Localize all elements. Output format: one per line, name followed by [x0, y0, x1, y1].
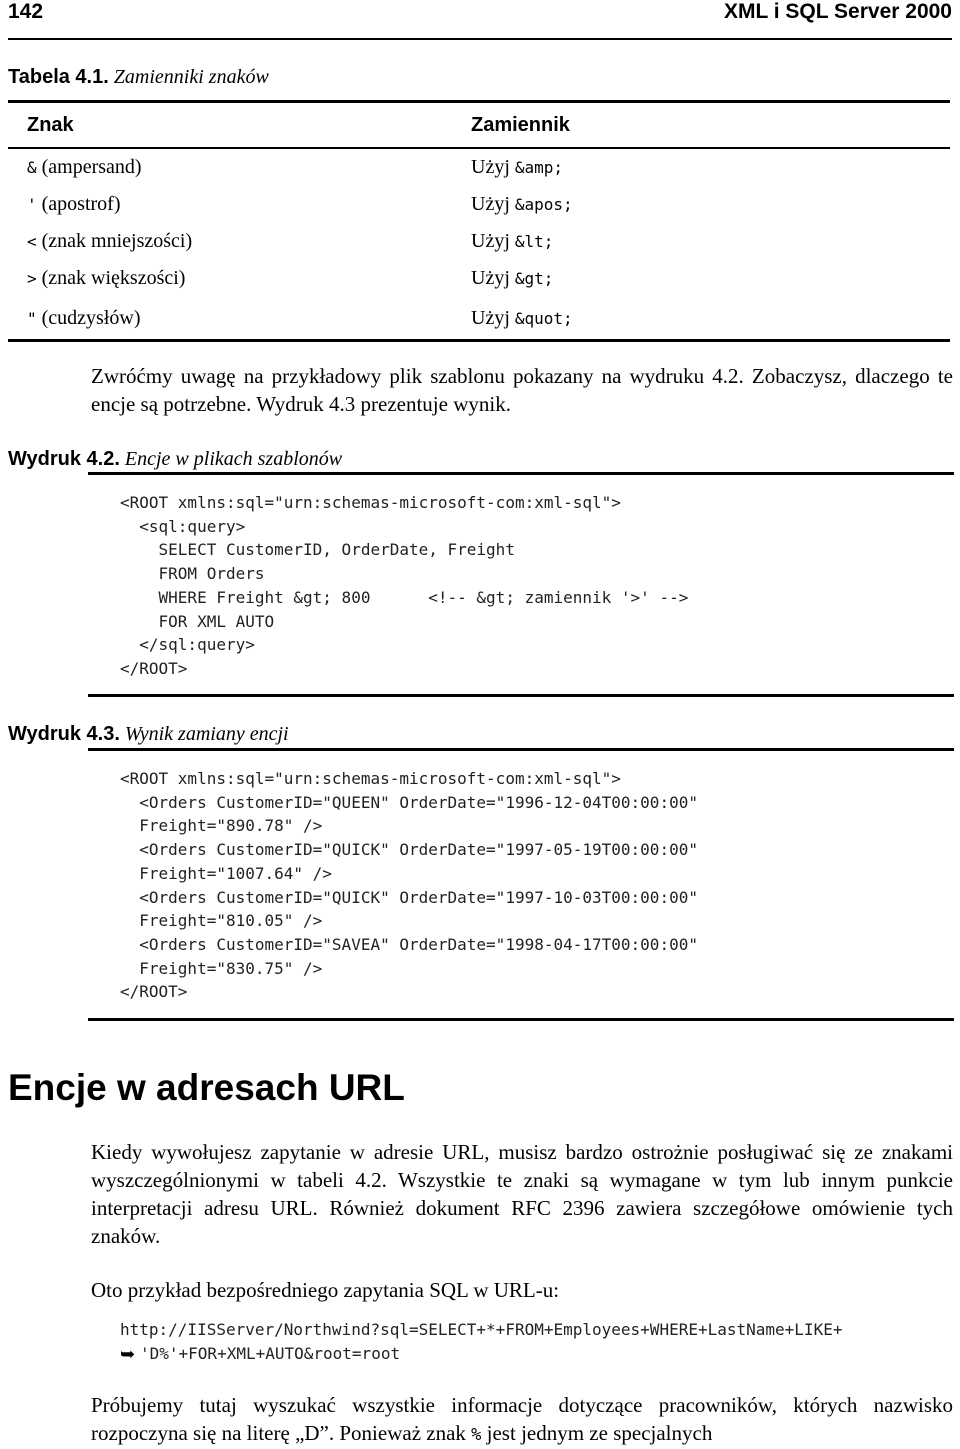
char-cell	[8, 186, 471, 223]
replacement-cell	[471, 148, 950, 186]
char-symbol: >	[27, 269, 37, 288]
url-line-2: 'D%'+FOR+XML+AUTO&root=root	[140, 1344, 401, 1363]
section-heading: Encje w adresach URL	[8, 1067, 405, 1108]
page-number: 142	[8, 0, 44, 23]
listing-4-3-code: <ROOT xmlns:sql="urn:schemas-microsoft-com:xml-sql"> <Orders CustomerID="QUEEN" OrderDate="1996-12-04T00:00:00" Freight="890.78" /> <Orders CustomerID="QUICK" OrderDate="1997-05-19T00:00:00" Freight="1007.64" /> <Orders CustomerID="QUICK" OrderDate="1997-10-03T00:00:00" Freight="810.05" /> <Orders CustomerID="SAVEA" OrderDate="1998-04-17T00:00:00" Freight="830.75" /> </ROOT>	[120, 769, 698, 1002]
running-title: XML i SQL Server 2000	[723, 0, 952, 23]
char-symbol: '	[27, 195, 37, 214]
char-symbol: <	[27, 232, 37, 251]
listing-top-rule	[88, 748, 954, 751]
char-cell	[8, 297, 471, 341]
table-caption	[8, 66, 269, 89]
paragraph-search-explanation	[91, 1391, 953, 1449]
replacement-cell	[471, 260, 950, 297]
table-row	[8, 148, 950, 186]
table-row	[8, 223, 950, 260]
listing-top-rule	[88, 472, 954, 475]
char-cell	[8, 260, 471, 297]
char-name: (cudzysłów)	[41, 306, 141, 329]
column-header-char: Znak	[8, 102, 471, 149]
listing-label: Wydruk 4.3.	[8, 723, 120, 745]
table-header-row	[8, 102, 950, 149]
text-before-code: Próbujemy tutaj wyszukać wszystkie informacje dotyczące pracowników, których nazwisko rozpoczyna się na literę „D”. Ponieważ znak	[91, 1393, 953, 1445]
table-row	[8, 297, 950, 341]
url-line-1: http://IISServer/Northwind?sql=SELECT+*+FROM+Employees+WHERE+LastName+LIKE+	[120, 1320, 843, 1339]
char-symbol: "	[27, 308, 37, 328]
text-after-code: jest jednym ze specjalnych	[481, 1421, 713, 1445]
entity-code: &apos;	[514, 195, 573, 214]
paragraph-intro: Zwróćmy uwagę na przykładowy plik szablonu pokazany na wydruku 4.2. Zobaczysz, dlaczego te encje są potrzebne. Wydruk 4.3 prezentuje wynik.	[91, 364, 953, 416]
char-name: (apostrof)	[41, 193, 121, 215]
entity-code: &lt;	[514, 232, 554, 251]
listing-title: Wynik zamiany encji	[124, 723, 289, 745]
char-symbol: &	[27, 158, 37, 177]
entity-code: &amp;	[514, 158, 564, 177]
char-name: (znak większości)	[41, 267, 186, 289]
listing-bottom-rule	[88, 694, 954, 697]
table-label: Tabela 4.1.	[8, 66, 109, 88]
listing-4-3-caption	[8, 723, 289, 746]
table-row	[8, 186, 950, 223]
paragraph-url-example-intro: Oto przykład bezpośredniego zapytania SQL w URL-u:	[91, 1278, 560, 1302]
replacement-cell	[471, 186, 950, 223]
column-header-replacement: Zamiennik	[471, 102, 950, 149]
use-word: Użyj	[471, 267, 510, 289]
use-word: Użyj	[471, 230, 510, 252]
replacement-cell	[471, 297, 950, 341]
use-word: Użyj	[471, 193, 510, 215]
url-example-code	[120, 1318, 842, 1366]
char-cell	[8, 223, 471, 260]
use-word: Użyj	[471, 156, 510, 178]
entity-code: &gt;	[514, 269, 554, 288]
table-row	[8, 260, 950, 297]
arrow-continuation-icon: ➥	[120, 1344, 136, 1364]
inline-code-percent: %	[471, 1425, 482, 1445]
use-word: Użyj	[471, 306, 510, 329]
page-header	[8, 0, 952, 40]
listing-label: Wydruk 4.2.	[8, 448, 120, 470]
listing-4-2-caption	[8, 448, 342, 471]
listing-bottom-rule	[88, 1018, 954, 1021]
replacement-cell	[471, 223, 950, 260]
char-cell	[8, 148, 471, 186]
table-title: Zamienniki znaków	[113, 66, 269, 88]
listing-4-2-code: <ROOT xmlns:sql="urn:schemas-microsoft-com:xml-sql"> <sql:query> SELECT CustomerID, OrderDate, Freight FROM Orders WHERE Freight &gt; 800 <!-- &gt; zamiennik '>' --> FOR XML AUTO </sql:query> </ROOT>	[120, 493, 689, 678]
char-name: (znak mniejszości)	[41, 230, 193, 252]
listing-title: Encje w plikach szablonów	[124, 448, 343, 470]
char-name: (ampersand)	[41, 156, 142, 178]
entity-code: &quot;	[514, 308, 573, 328]
paragraph-url-entities: Kiedy wywołujesz zapytanie w adresie URL, musisz bardzo ostrożnie posługiwać się ze znakami wyszczególnionymi w tabeli 4.2. Wszystkie te znaki są wymagane w tym lub innym punkcie interpretacji adresu URL. Również dokument RFC 2396 zawiera szczegółowe omówienie tych znaków.	[91, 1140, 953, 1248]
entity-table	[8, 100, 950, 342]
